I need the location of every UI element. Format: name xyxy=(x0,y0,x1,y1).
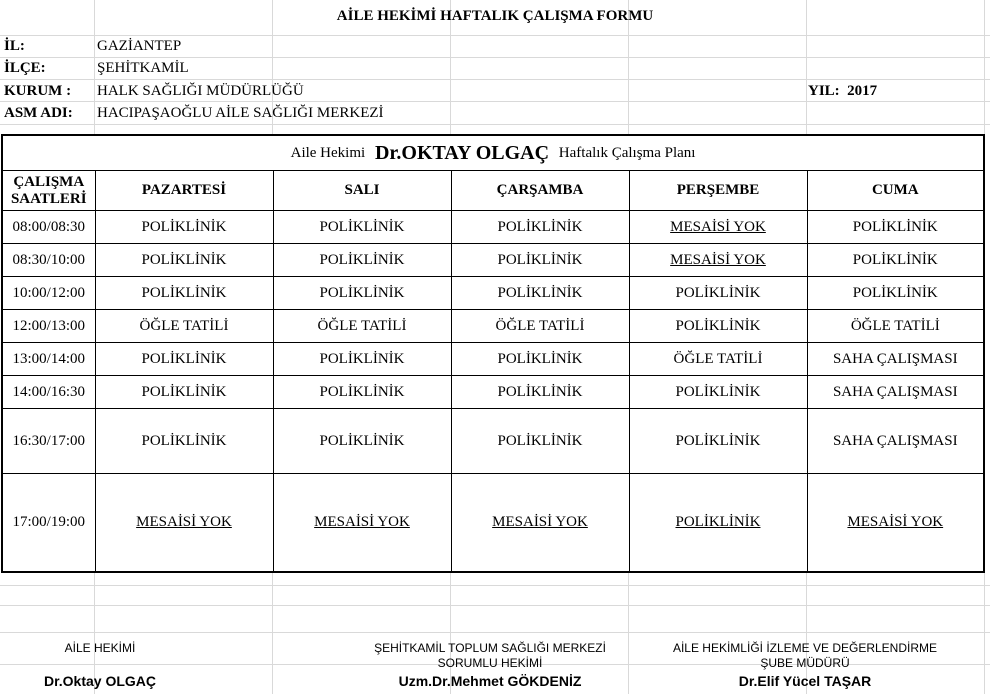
signature-name-tsm: Uzm.Dr.Mehmet GÖKDENİZ xyxy=(398,673,582,689)
time-slot-cell: 08:30/10:00 xyxy=(2,244,95,277)
signature-block-branch xyxy=(620,641,990,671)
time-slot-cell: 12:00/13:00 xyxy=(2,310,95,343)
schedule-cell: POLİKLİNİK xyxy=(273,343,451,376)
gridline xyxy=(0,35,990,36)
schedule-cell: ÖĞLE TATİLİ xyxy=(451,310,629,343)
plan-caption-row xyxy=(2,135,984,171)
schedule-cell: POLİKLİNİK xyxy=(807,244,984,277)
schedule-cell: POLİKLİNİK xyxy=(273,376,451,409)
table-row xyxy=(2,211,984,244)
time-slot-cell: 10:00/12:00 xyxy=(2,277,95,310)
day-header-wednesday: ÇARŞAMBA xyxy=(451,171,629,211)
schedule-cell: SAHA ÇALIŞMASI xyxy=(807,343,984,376)
schedule-cell: MESAİSİ YOK xyxy=(629,211,807,244)
schedule-cell: POLİKLİNİK xyxy=(451,376,629,409)
table-row xyxy=(2,310,984,343)
schedule-cell: POLİKLİNİK xyxy=(629,474,807,572)
time-slot-cell: 08:00/08:30 xyxy=(2,211,95,244)
table-row xyxy=(2,376,984,409)
schedule-cell: POLİKLİNİK xyxy=(807,211,984,244)
table-row xyxy=(2,474,984,572)
plan-doctor-name: Dr.OKTAY OLGAÇ xyxy=(374,141,550,164)
gridline xyxy=(0,79,990,80)
schedule-cell: MESAİSİ YOK xyxy=(629,244,807,277)
signature-subtitle: ŞUBE MÜDÜRÜ xyxy=(760,656,850,670)
schedule-cell: POLİKLİNİK xyxy=(95,211,273,244)
schedule-cell: MESAİSİ YOK xyxy=(95,474,273,572)
yil-label: YIL: xyxy=(808,83,840,99)
schedule-cell: POLİKLİNİK xyxy=(629,277,807,310)
day-header-row xyxy=(2,171,984,211)
asm-label: ASM ADI: xyxy=(4,105,73,121)
schedule-cell: POLİKLİNİK xyxy=(95,409,273,474)
kurum-label: KURUM : xyxy=(4,83,72,99)
time-slot-cell: 13:00/14:00 xyxy=(2,343,95,376)
ilce-label: İLÇE: xyxy=(4,60,46,76)
plan-prefix: Aile Hekimi xyxy=(290,144,366,161)
time-slot-cell: 14:00/16:30 xyxy=(2,376,95,409)
gridline xyxy=(0,101,990,102)
gridline xyxy=(0,124,990,125)
schedule-cell: POLİKLİNİK xyxy=(451,277,629,310)
schedule-cell: SAHA ÇALIŞMASI xyxy=(807,376,984,409)
gridline xyxy=(0,605,990,606)
schedule-cell: ÖĞLE TATİLİ xyxy=(807,310,984,343)
schedule-cell: ÖĞLE TATİLİ xyxy=(629,343,807,376)
table-row xyxy=(2,409,984,474)
schedule-cell: POLİKLİNİK xyxy=(95,244,273,277)
day-header-friday: CUMA xyxy=(807,171,984,211)
schedule-cell: ÖĞLE TATİLİ xyxy=(95,310,273,343)
schedule-cell: POLİKLİNİK xyxy=(807,277,984,310)
table-row xyxy=(2,277,984,310)
table-row xyxy=(2,244,984,277)
signature-subtitle: SORUMLU HEKİMİ xyxy=(437,656,543,670)
time-slot-cell: 16:30/17:00 xyxy=(2,409,95,474)
schedule-cell: POLİKLİNİK xyxy=(95,376,273,409)
schedule-cell: MESAİSİ YOK xyxy=(273,474,451,572)
time-slot-cell: 17:00/19:00 xyxy=(2,474,95,572)
kurum-value: HALK SAĞLIĞI MÜDÜRLÜĞÜ xyxy=(97,83,304,99)
schedule-cell: POLİKLİNİK xyxy=(95,277,273,310)
ilce-value: ŞEHİTKAMİL xyxy=(97,60,189,76)
schedule-cell: POLİKLİNİK xyxy=(629,310,807,343)
yil-field xyxy=(808,83,877,100)
signature-title: ŞEHİTKAMİL TOPLUM SAĞLIĞI MERKEZİ xyxy=(374,641,606,655)
form-title: AİLE HEKİMİ HAFTALIK ÇALIŞMA FORMU xyxy=(336,8,654,24)
gridline xyxy=(0,57,990,58)
day-header-thursday: PERŞEMBE xyxy=(629,171,807,211)
plan-suffix: Haftalık Çalışma Planı xyxy=(558,144,696,161)
day-header-tuesday: SALI xyxy=(273,171,451,211)
schedule-cell: POLİKLİNİK xyxy=(273,211,451,244)
gridline xyxy=(0,585,990,586)
schedule-cell: POLİKLİNİK xyxy=(629,376,807,409)
schedule-cell: POLİKLİNİK xyxy=(273,409,451,474)
schedule-cell: POLİKLİNİK xyxy=(451,211,629,244)
schedule-cell: POLİKLİNİK xyxy=(451,244,629,277)
schedule-cell: POLİKLİNİK xyxy=(273,277,451,310)
signature-title: AİLE HEKİMİ xyxy=(64,641,136,655)
signature-name-family-doctor: Dr.Oktay OLGAÇ xyxy=(43,673,157,689)
day-header-monday: PAZARTESİ xyxy=(95,171,273,211)
schedule-cell: POLİKLİNİK xyxy=(273,244,451,277)
schedule-cell: MESAİSİ YOK xyxy=(451,474,629,572)
schedule-cell: SAHA ÇALIŞMASI xyxy=(807,409,984,474)
schedule-cell: POLİKLİNİK xyxy=(451,343,629,376)
gridline xyxy=(0,632,990,633)
yil-value: 2017 xyxy=(847,83,878,99)
table-row xyxy=(2,343,984,376)
il-label: İL: xyxy=(4,38,25,54)
signature-name-branch: Dr.Elif Yücel TAŞAR xyxy=(738,673,872,689)
schedule-cell: MESAİSİ YOK xyxy=(807,474,984,572)
schedule-cell: ÖĞLE TATİLİ xyxy=(273,310,451,343)
schedule-cell: POLİKLİNİK xyxy=(629,409,807,474)
schedule-body xyxy=(2,211,984,572)
asm-value: HACIPAŞAOĞLU AİLE SAĞLIĞI MERKEZİ xyxy=(97,105,384,121)
time-header-line2: SAATLERİ xyxy=(10,190,87,207)
weekly-schedule-table xyxy=(1,134,985,573)
signature-block-family-doctor xyxy=(0,641,200,656)
signature-title: AİLE HEKİMLİĞİ İZLEME VE DEĞERLENDİRME xyxy=(672,641,938,655)
schedule-cell: POLİKLİNİK xyxy=(95,343,273,376)
schedule-cell: POLİKLİNİK xyxy=(451,409,629,474)
plan-caption xyxy=(2,135,984,171)
time-column-header xyxy=(2,171,95,211)
il-value: GAZİANTEP xyxy=(97,38,182,54)
time-header-line1: ÇALIŞMA xyxy=(13,173,85,190)
